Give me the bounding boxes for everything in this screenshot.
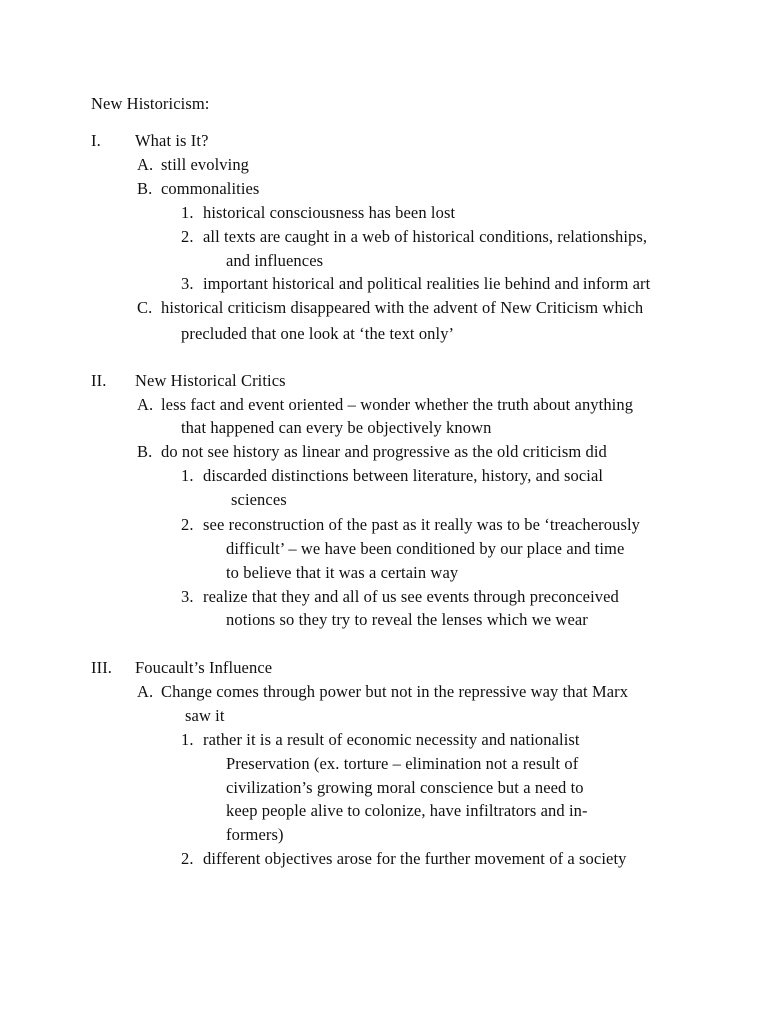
- subitem-marker: 2.: [181, 515, 194, 534]
- subitem-text-continued: notions so they try to reveal the lenses which we wear: [226, 610, 588, 629]
- item-text-continued: precluded that one look at ‘the text only’: [181, 324, 455, 343]
- subitem-text: realize that they and all of us see events through preconceived: [203, 587, 619, 606]
- item-text-continued: that happened can every be objectively known: [181, 418, 492, 437]
- subitem-text-continued: and influences: [226, 251, 324, 270]
- section-numeral: I.: [91, 131, 101, 150]
- item-marker: C.: [137, 298, 153, 317]
- subitem-marker: 2.: [181, 849, 194, 868]
- item-text-continued: saw it: [185, 706, 225, 725]
- item-marker: B.: [137, 442, 153, 461]
- subitem-marker: 3.: [181, 587, 194, 606]
- subitem-text: all texts are caught in a web of historical conditions, relationships,: [203, 227, 648, 246]
- subitem-marker: 2.: [181, 227, 194, 246]
- subitem-text: historical consciousness has been lost: [203, 203, 456, 222]
- subitem-text-continued: difficult’ – we have been conditioned by our place and time: [226, 539, 625, 558]
- item-marker: A.: [137, 395, 154, 414]
- section-title: What is It?: [135, 131, 209, 150]
- item-marker: A.: [137, 682, 154, 701]
- subitem-text: different objectives arose for the further movement of a society: [203, 849, 627, 868]
- section-numeral: II.: [91, 371, 107, 390]
- item-text: less fact and event oriented – wonder whether the truth about anything: [161, 395, 634, 414]
- subitem-marker: 1.: [181, 203, 194, 222]
- subitem-text-continued: formers): [226, 825, 284, 844]
- item-text: Change comes through power but not in the repressive way that Marx: [161, 682, 629, 701]
- subitem-text-continued: sciences: [231, 490, 287, 509]
- item-marker: A.: [137, 155, 154, 174]
- subitem-text-continued: keep people alive to colonize, have infiltrators and in-: [226, 801, 588, 820]
- subitem-text: important historical and political realities lie behind and inform art: [203, 274, 651, 293]
- subitem-text: rather it is a result of economic necessity and nationalist: [203, 730, 580, 749]
- subitem-marker: 1.: [181, 466, 194, 485]
- subitem-text: discarded distinctions between literature, history, and social: [203, 466, 604, 485]
- item-text: commonalities: [161, 179, 260, 198]
- item-marker: B.: [137, 179, 153, 198]
- subitem-text-continued: civilization’s growing moral conscience but a need to: [226, 778, 584, 797]
- section-numeral: III.: [91, 658, 113, 677]
- item-text: historical criticism disappeared with the advent of New Criticism which: [161, 298, 644, 317]
- subitem-text-continued: Preservation (ex. torture – elimination not a result of: [226, 754, 579, 773]
- subitem-marker: 1.: [181, 730, 194, 749]
- subitem-marker: 3.: [181, 274, 194, 293]
- subitem-text: see reconstruction of the past as it really was to be ‘treacherously: [203, 515, 641, 534]
- document-title: New Historicism:: [91, 94, 210, 113]
- section-title: Foucault’s Influence: [135, 658, 273, 677]
- section-title: New Historical Critics: [135, 371, 286, 390]
- subitem-text-continued: to believe that it was a certain way: [226, 563, 459, 582]
- item-text: do not see history as linear and progressive as the old criticism did: [161, 442, 607, 461]
- item-text: still evolving: [161, 155, 250, 174]
